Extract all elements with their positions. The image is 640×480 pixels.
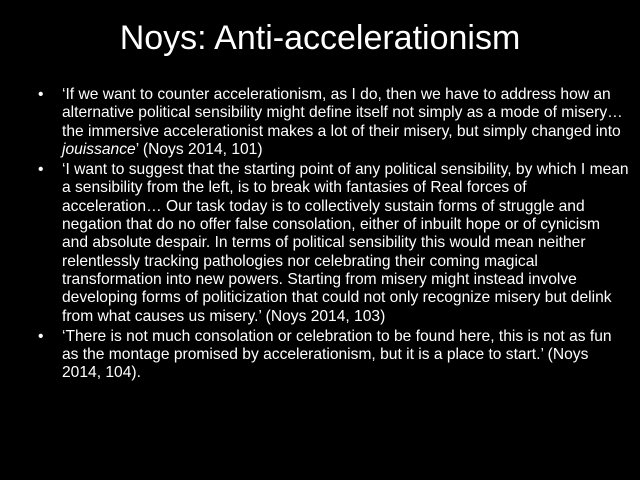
bullet-item-3	[30, 328, 630, 383]
bullet-1-quote-start: ‘If we want to counter accelerationism, as I do, then we have to address how an alternative political sensibility might define itself not simply as a mode of misery… the immersive accelerationist makes a lot of their misery, but simply changed into	[62, 86, 623, 140]
bullet-dot: •	[38, 86, 44, 103]
bullet-item-1	[30, 86, 630, 159]
bullet-1-emphasis: jouissance	[62, 140, 136, 158]
bullet-list	[30, 86, 630, 385]
bullet-1-quote-end: ’ (Noys 2014, 101)	[135, 140, 263, 158]
bullet-dot: •	[38, 327, 44, 345]
slide-title: Noys: Anti-accelerationism	[119, 19, 521, 57]
bullet-3-text: ‘There is not much consolation or celebration to be found here, this is not as fun as the montage promised by accelerationism, but it is a place to start.’ (Noys 2014, 104).	[62, 327, 612, 382]
bullet-2-text: ‘I want to suggest that the starting point of any political sensibility, by which I mean a sensibility from the left, is to break with fantasies of Real forces of acceleration… Our task today is to collectively sustain forms of struggle and negation that do no offer false consolation, either of inbuilt hope or of cynicism and absolute despair. In terms of political sensibility this would mean neither relentlessly tracking pathologies nor celebrating their coming magical transformation into new powers. Starting from misery might instead involve developing forms of politicization that could not only recognize misery but delink from what causes us misery.’ (Noys 2014, 103)	[62, 161, 629, 325]
bullet-item-2	[30, 161, 630, 326]
bullet-dot: •	[38, 161, 44, 179]
